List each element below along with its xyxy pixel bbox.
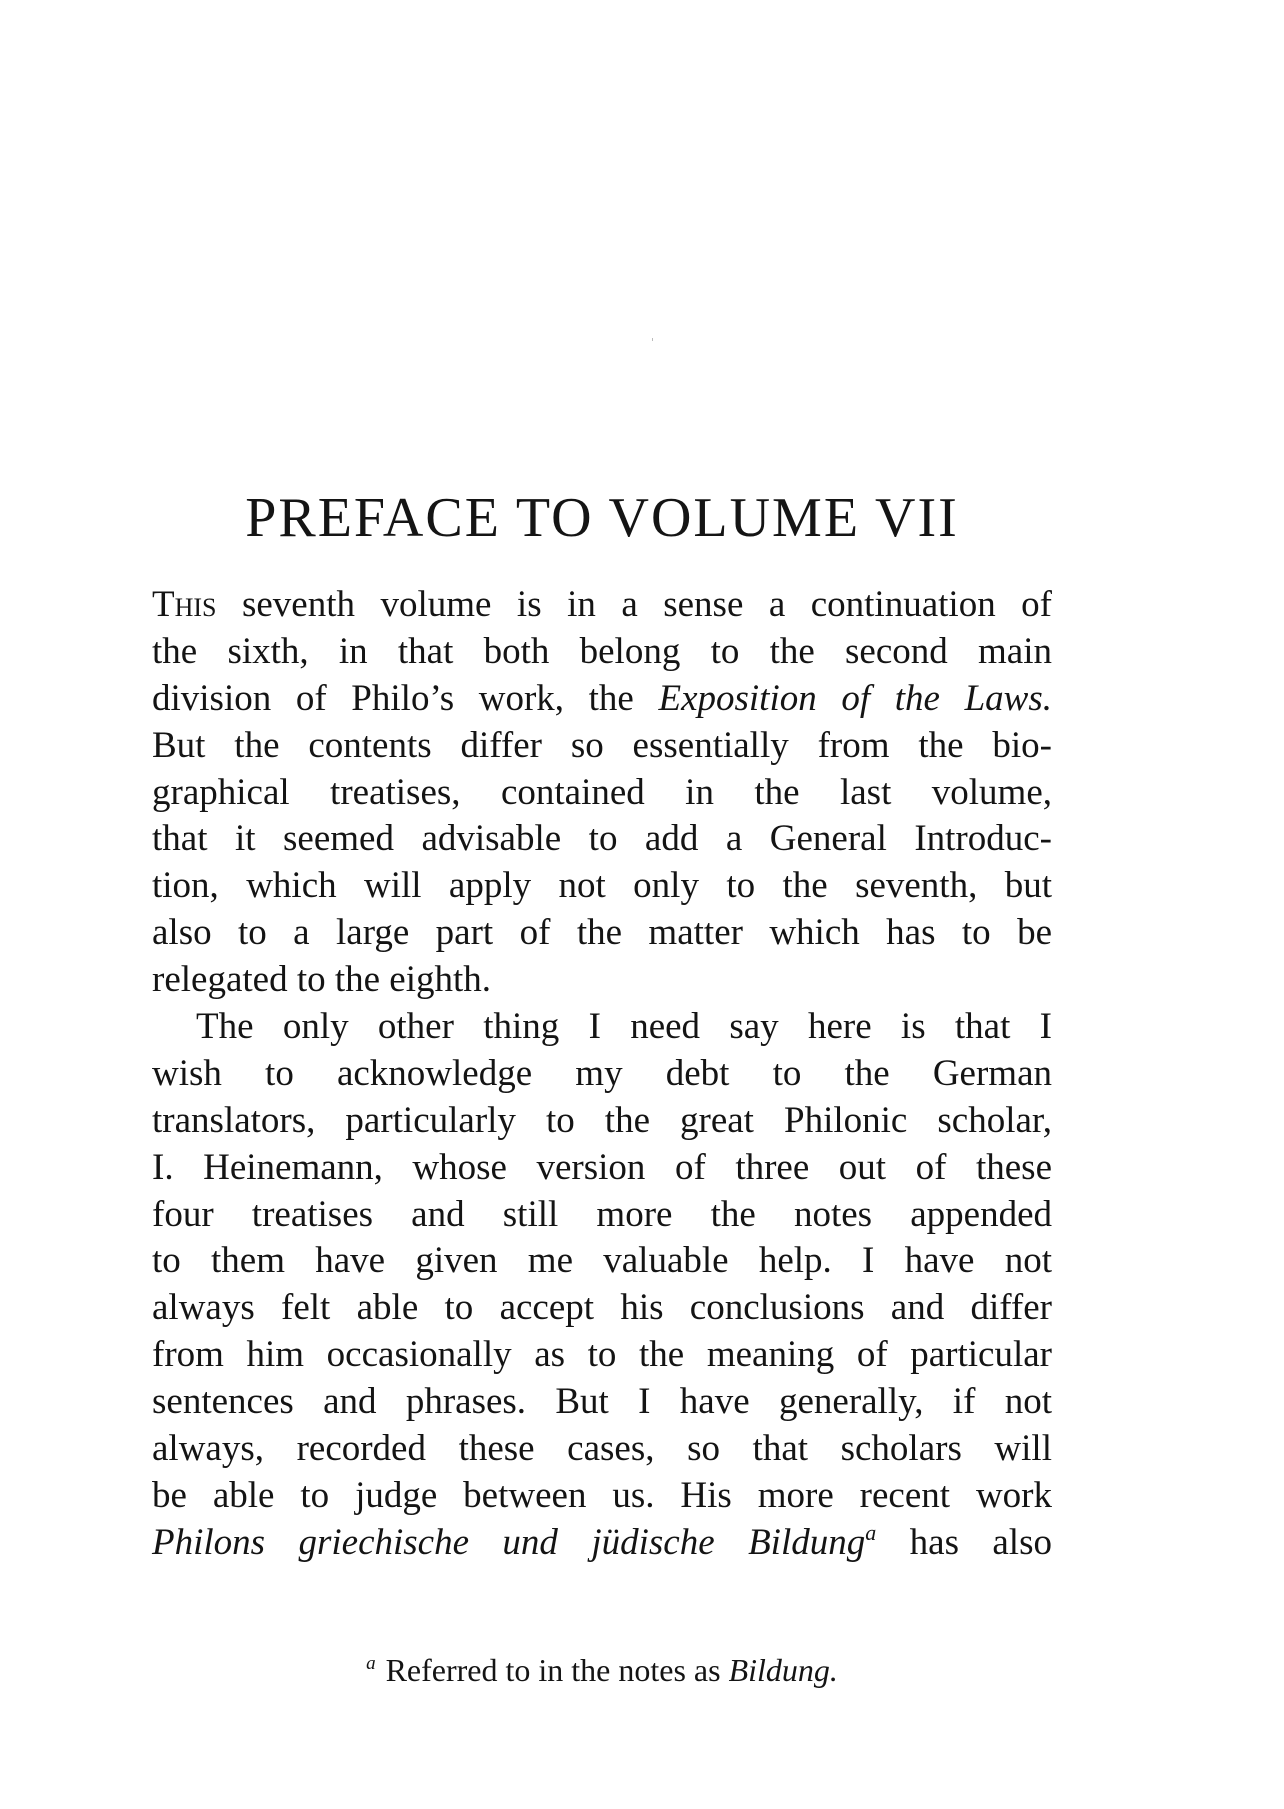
paragraph-2-line-6: to them have given me valuable help. I have not [152, 1240, 1052, 1282]
paragraph-2-line-3: translators, particularly to the great Philonic scholar, [152, 1099, 1052, 1141]
paragraph-2-line-1: The only other thing I need say here is that I [196, 1006, 1052, 1048]
paragraph-1-line-9: relegated to the eighth. [152, 959, 492, 1001]
work-title-exposition: Exposition of the Laws. [658, 677, 1052, 719]
paragraph-1-line-8: also to a large part of the matter which has to be [152, 912, 1052, 954]
paragraph-1-line-1 [152, 582, 1052, 629]
footnote-mark: a [366, 1653, 376, 1674]
paragraph-1-line-4: But the contents differ so essentially from the bio- [152, 724, 1052, 766]
page-title: PREFACE TO VOLUME VII [245, 487, 959, 549]
line-text: division of Philo’s work, the [152, 677, 659, 719]
footnote-italic-term: Bildung. [728, 1652, 838, 1688]
opening-word: This [152, 584, 217, 625]
paragraph-1-line-3 [152, 676, 1052, 723]
line-text: has also [876, 1521, 1052, 1563]
work-title-bildung: Philons griechische und jüdische Bildung [152, 1521, 866, 1563]
footnote [152, 1651, 1052, 1689]
footnote-reference: a [865, 1519, 877, 1545]
preface-body [152, 582, 1052, 1567]
paragraph-1-line-7: tion, which will apply not only to the seventh, but [152, 865, 1052, 907]
paragraph-2-line-7: always felt able to accept his conclusions and differ [152, 1287, 1052, 1329]
paragraph-1-line-2: the sixth, in that both belong to the second main [152, 630, 1052, 672]
paragraph-2-line-5: four treatises and still more the notes appended [152, 1193, 1052, 1235]
paragraph-2-line-2: wish to acknowledge my debt to the German [152, 1052, 1052, 1094]
paragraph-2-line-11: be able to judge between us. His more recent work [152, 1474, 1052, 1516]
paragraph-2-line-8: from him occasionally as to the meaning of particular [152, 1334, 1052, 1376]
paper-speck [652, 338, 653, 341]
paragraph-2-line-9: sentences and phrases. But I have generally, if not [152, 1381, 1052, 1423]
paragraph-2-line-4: I. Heinemann, whose version of three out of these [152, 1146, 1052, 1188]
line-text: seventh volume is in a sense a continuation of [216, 584, 1052, 625]
footnote-text: Referred to in the notes as [385, 1652, 729, 1688]
paragraph-1-line-6: that it seemed advisable to add a General Introduc- [152, 818, 1052, 860]
paragraph-1-line-5: graphical treatises, contained in the last volume, [152, 771, 1052, 813]
paragraph-2-line-12 [152, 1520, 1052, 1567]
paragraph-2-line-10: always, recorded these cases, so that scholars will [152, 1428, 1052, 1470]
